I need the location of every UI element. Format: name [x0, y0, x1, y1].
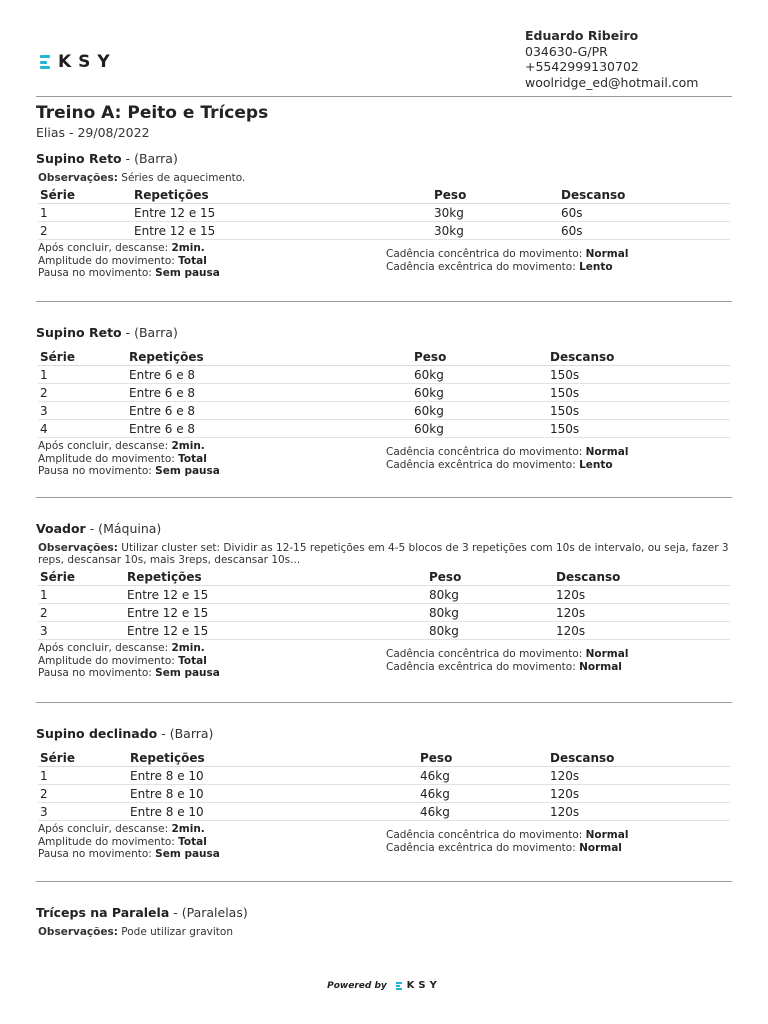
- rest-details: [38, 242, 220, 280]
- cell-peso: 46kg: [418, 803, 548, 821]
- concentric-value: Normal: [585, 829, 629, 841]
- cadence-details: [386, 248, 628, 273]
- table-row: [38, 604, 730, 622]
- col-serie-header: Série: [38, 749, 128, 767]
- cell-serie: 3: [38, 803, 128, 821]
- cell-reps: Entre 12 e 15: [125, 586, 427, 604]
- cell-peso: 30kg: [432, 204, 559, 222]
- table-header-row: [38, 186, 730, 204]
- exercise-card: [36, 905, 732, 945]
- cell-peso: 60kg: [412, 402, 548, 420]
- amplitude-label: Amplitude do movimento:: [38, 452, 175, 465]
- rest-after-value: 2min.: [171, 642, 205, 654]
- col-descanso-header: Descanso: [559, 186, 730, 204]
- rest-after-value: 2min.: [171, 242, 205, 254]
- cell-reps: Entre 8 e 10: [128, 785, 418, 803]
- cell-serie: 1: [38, 366, 127, 384]
- cell-descanso: 120s: [554, 604, 730, 622]
- pause-value: Sem pausa: [155, 267, 220, 279]
- col-reps-header: Repetições: [132, 186, 432, 204]
- cell-descanso: 150s: [548, 366, 730, 384]
- sets-table: [38, 568, 730, 640]
- table-row: [38, 622, 730, 640]
- pause-value: Sem pausa: [155, 848, 220, 860]
- workout-subtitle: Elias - 29/08/2022: [36, 125, 150, 140]
- table-header-row: [38, 568, 730, 586]
- amplitude-label: Amplitude do movimento:: [38, 835, 175, 848]
- rest-after-value: 2min.: [171, 823, 205, 835]
- col-reps-header: Repetições: [128, 749, 418, 767]
- rest-after-value: 2min.: [171, 440, 205, 452]
- cell-reps: Entre 8 e 10: [128, 803, 418, 821]
- eccentric-label: Cadência excêntrica do movimento:: [386, 260, 576, 273]
- cell-serie: 1: [38, 586, 125, 604]
- eccentric-value: Lento: [579, 260, 613, 273]
- exercise-card: [36, 325, 732, 498]
- workout-header: [36, 103, 268, 140]
- cell-descanso: 60s: [559, 204, 730, 222]
- table-row: [38, 366, 730, 384]
- footer-logo: [396, 980, 441, 991]
- col-reps-header: Repetições: [127, 348, 412, 366]
- rest-after-label: Após concluir, descanse:: [38, 242, 169, 254]
- cell-descanso: 120s: [548, 767, 730, 785]
- cell-reps: Entre 6 e 8: [127, 384, 412, 402]
- exercise-details: [38, 823, 732, 865]
- table-row: [38, 767, 730, 785]
- trainer-name: Eduardo Ribeiro: [525, 28, 639, 43]
- exercise-equipment: - (Barra): [125, 325, 178, 340]
- exercise-observations: [36, 542, 732, 566]
- cell-descanso: 150s: [548, 420, 730, 438]
- observations-text: Pode utilizar graviton: [121, 926, 233, 938]
- cadence-details: [386, 446, 628, 471]
- exercise-heading: [36, 726, 732, 741]
- table-header-row: [38, 749, 730, 767]
- concentric-value: Normal: [585, 648, 629, 660]
- cell-descanso: 150s: [548, 384, 730, 402]
- amplitude-label: Amplitude do movimento:: [38, 654, 175, 667]
- table-header-row: [38, 348, 730, 366]
- observations-label: Observações:: [38, 926, 118, 938]
- table-row: [38, 222, 730, 240]
- cell-reps: Entre 12 e 15: [125, 604, 427, 622]
- amplitude-label: Amplitude do movimento:: [38, 254, 175, 267]
- page-footer: [0, 980, 768, 991]
- exercise-observations: [36, 172, 732, 184]
- eccentric-label: Cadência excêntrica do movimento:: [386, 458, 576, 471]
- footer-logo-text: KSY: [406, 980, 441, 991]
- cell-reps: Entre 8 e 10: [128, 767, 418, 785]
- col-descanso-header: Descanso: [548, 348, 730, 366]
- trainer-email: woolridge_ed@hotmail.com: [525, 74, 699, 90]
- exercise-card: [36, 521, 732, 703]
- exercise-heading: [36, 325, 732, 340]
- col-peso-header: Peso: [412, 348, 548, 366]
- cell-serie: 2: [38, 222, 132, 240]
- concentric-label: Cadência concêntrica do movimento:: [386, 648, 583, 660]
- ksy-logo: [40, 52, 117, 72]
- col-peso-header: Peso: [432, 186, 559, 204]
- cell-reps: Entre 12 e 15: [132, 204, 432, 222]
- exercise-heading: [36, 521, 732, 536]
- cell-peso: 46kg: [418, 767, 548, 785]
- cell-serie: 2: [38, 384, 127, 402]
- col-serie-header: Série: [38, 568, 125, 586]
- exercise-equipment: - (Barra): [161, 726, 214, 741]
- pause-label: Pausa no movimento:: [38, 267, 152, 279]
- workout-title: Treino A: Peito e Tríceps: [36, 103, 269, 123]
- concentric-label: Cadência concêntrica do movimento:: [386, 829, 583, 841]
- col-serie-header: Série: [38, 348, 127, 366]
- amplitude-value: Total: [178, 452, 207, 465]
- cell-reps: Entre 12 e 15: [125, 622, 427, 640]
- col-peso-header: Peso: [418, 749, 548, 767]
- col-descanso-header: Descanso: [548, 749, 730, 767]
- exercise-details: [38, 642, 732, 684]
- cell-peso: 60kg: [412, 384, 548, 402]
- table-row: [38, 803, 730, 821]
- cell-peso: 46kg: [418, 785, 548, 803]
- cell-serie: 3: [38, 402, 127, 420]
- cell-peso: 30kg: [432, 222, 559, 240]
- eccentric-value: Normal: [579, 660, 622, 673]
- cell-reps: Entre 12 e 15: [132, 222, 432, 240]
- amplitude-value: Total: [178, 254, 207, 267]
- table-row: [38, 402, 730, 420]
- sets-table: [38, 186, 730, 240]
- cell-serie: 1: [38, 767, 128, 785]
- pause-value: Sem pausa: [155, 465, 220, 477]
- cell-serie: 3: [38, 622, 125, 640]
- observations-text: Utilizar cluster set: Dividir as 12-15 repetições em 4-5 blocos de 3 repetições com 10s de intervalo, ou seja, fazer 3 reps, descansar 10s, mais 3reps, descansar 10s...: [38, 542, 729, 566]
- observations-label: Observações:: [38, 542, 118, 554]
- cell-descanso: 60s: [559, 222, 730, 240]
- sets-table: [38, 749, 730, 821]
- exercise-equipment: - (Máquina): [89, 521, 162, 536]
- table-row: [38, 420, 730, 438]
- exercise-name: Supino Reto: [36, 151, 122, 166]
- observations-text: Séries de aquecimento.: [121, 172, 246, 184]
- trainer-phone: +5542999130702: [525, 59, 639, 74]
- eccentric-value: Lento: [579, 458, 613, 471]
- exercise-name: Supino declinado: [36, 726, 158, 741]
- exercise-observations: [36, 926, 732, 938]
- cell-descanso: 120s: [554, 622, 730, 640]
- cell-serie: 2: [38, 785, 128, 803]
- trainer-registration: 034630-G/PR: [525, 43, 608, 59]
- logo-mark-icon: [396, 982, 402, 990]
- concentric-label: Cadência concêntrica do movimento:: [386, 446, 583, 458]
- exercise-name: Voador: [36, 521, 86, 536]
- pause-label: Pausa no movimento:: [38, 667, 152, 679]
- table-row: [38, 204, 730, 222]
- concentric-value: Normal: [585, 248, 629, 260]
- col-serie-header: Série: [38, 186, 132, 204]
- cell-serie: 2: [38, 604, 125, 622]
- eccentric-label: Cadência excêntrica do movimento:: [386, 660, 576, 673]
- cadence-details: [386, 829, 628, 854]
- cell-reps: Entre 6 e 8: [127, 366, 412, 384]
- powered-by-label: Powered by: [327, 980, 387, 991]
- cell-peso: 80kg: [427, 586, 554, 604]
- exercise-details: [38, 440, 732, 482]
- logo-text: KSY: [58, 52, 117, 72]
- amplitude-value: Total: [178, 654, 207, 667]
- page-header: [36, 28, 732, 97]
- cell-descanso: 120s: [548, 803, 730, 821]
- amplitude-value: Total: [178, 835, 207, 848]
- cell-peso: 80kg: [427, 622, 554, 640]
- cell-reps: Entre 6 e 8: [127, 402, 412, 420]
- exercise-equipment: - (Paralelas): [173, 905, 248, 920]
- sets-table: [38, 348, 730, 438]
- cell-descanso: 120s: [548, 785, 730, 803]
- cell-descanso: 150s: [548, 402, 730, 420]
- col-descanso-header: Descanso: [554, 568, 730, 586]
- cell-reps: Entre 6 e 8: [127, 420, 412, 438]
- col-reps-header: Repetições: [125, 568, 427, 586]
- exercise-name: Tríceps na Paralela: [36, 905, 170, 920]
- concentric-value: Normal: [585, 446, 629, 458]
- pause-label: Pausa no movimento:: [38, 848, 152, 860]
- logo-mark-icon: [40, 55, 50, 69]
- cell-descanso: 120s: [554, 586, 730, 604]
- exercise-heading: [36, 151, 732, 166]
- pause-label: Pausa no movimento:: [38, 465, 152, 477]
- eccentric-label: Cadência excêntrica do movimento:: [386, 841, 576, 854]
- rest-details: [38, 440, 220, 478]
- eccentric-value: Normal: [579, 841, 622, 854]
- table-row: [38, 586, 730, 604]
- exercise-name: Supino Reto: [36, 325, 122, 340]
- rest-details: [38, 823, 220, 861]
- pause-value: Sem pausa: [155, 667, 220, 679]
- rest-details: [38, 642, 220, 680]
- exercise-details: [38, 242, 732, 284]
- observations-label: Observações:: [38, 172, 118, 184]
- table-row: [38, 384, 730, 402]
- rest-after-label: Após concluir, descanse:: [38, 440, 169, 452]
- col-peso-header: Peso: [427, 568, 554, 586]
- cell-serie: 4: [38, 420, 127, 438]
- cell-peso: 60kg: [412, 366, 548, 384]
- exercise-heading: [36, 905, 732, 920]
- cadence-details: [386, 648, 628, 673]
- concentric-label: Cadência concêntrica do movimento:: [386, 248, 583, 260]
- exercise-equipment: - (Barra): [125, 151, 178, 166]
- exercise-card: [36, 726, 732, 882]
- rest-after-label: Após concluir, descanse:: [38, 823, 169, 835]
- cell-serie: 1: [38, 204, 132, 222]
- cell-peso: 80kg: [427, 604, 554, 622]
- rest-after-label: Após concluir, descanse:: [38, 642, 169, 654]
- trainer-contact: [525, 28, 698, 90]
- table-row: [38, 785, 730, 803]
- exercise-card: [36, 151, 732, 302]
- cell-peso: 60kg: [412, 420, 548, 438]
